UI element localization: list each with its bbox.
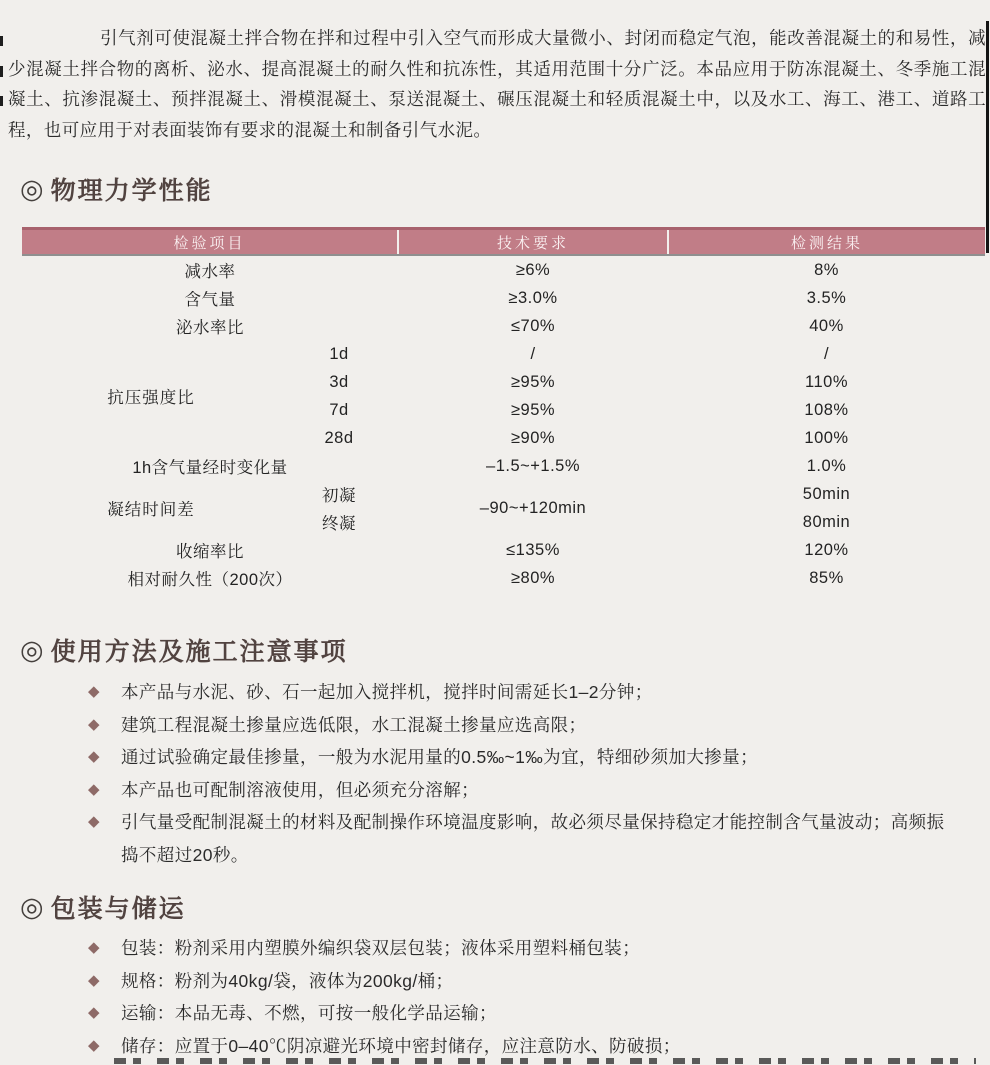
list-item xyxy=(88,709,950,742)
diamond-bullet-icon: ◆ xyxy=(88,748,100,765)
table-row xyxy=(22,340,985,368)
list-item-text: 本产品也可配制溶液使用，但必须充分溶解； xyxy=(121,779,479,800)
result-cell: 108% xyxy=(804,400,849,419)
section-heading-packaging-storage xyxy=(20,889,186,925)
result-cell: 50min xyxy=(802,484,851,503)
table-header-row xyxy=(22,229,985,256)
double-circle-icon: ◎ xyxy=(20,173,46,204)
diamond-bullet-icon: ◆ xyxy=(88,780,100,798)
sub-item-cell: 3d xyxy=(329,372,349,391)
section-heading-label: 包装与储运 xyxy=(50,895,186,923)
requirement-cell: / xyxy=(530,344,536,363)
scan-artifact-speck xyxy=(0,66,3,77)
diamond-bullet-icon: ◆ xyxy=(88,683,100,700)
requirement-cell: ≤70% xyxy=(510,316,556,335)
result-cell: 3.5% xyxy=(806,288,847,307)
physical-properties-table xyxy=(22,227,985,592)
list-item xyxy=(88,741,950,774)
section-heading-physical-properties xyxy=(20,171,213,207)
scan-artifact-right-line xyxy=(986,21,989,253)
item-cell: 收缩率比 xyxy=(176,543,244,561)
item-cell: 减水率 xyxy=(184,263,236,281)
table-row xyxy=(22,564,985,592)
list-item-text: 规格：粉剂为40kg/袋，液体为200kg/桶； xyxy=(121,970,454,991)
list-item-text: 本产品与水泥、砂、石一起加入搅拌机，搅拌时间需延长1–2分钟； xyxy=(121,682,653,702)
list-item-text: 通过试验确定最佳掺量，一般为水泥用量的0.5‰~1‰为宜，特细砂须加大掺量； xyxy=(121,747,758,767)
column-header-inspection-item: 检验项目 xyxy=(22,229,398,256)
diamond-bullet-icon: ◆ xyxy=(88,715,100,733)
list-item-text: 引气量受配制混凝土的材料及配制操作环境温度影响，故必须尽量保持稳定才能控制含气量波动；高频振捣不超过20秒。 xyxy=(121,812,945,865)
item-cell: 相对耐久性（200次） xyxy=(127,571,293,589)
list-item xyxy=(88,806,950,871)
diamond-bullet-icon: ◆ xyxy=(88,939,100,956)
table-row xyxy=(22,312,985,340)
column-header-test-result: 检测结果 xyxy=(668,229,985,256)
sub-item-cell: 初凝 xyxy=(322,487,356,505)
list-item xyxy=(88,965,950,998)
list-item-text: 运输：本品无毒、不燃，可按一般化学品运输； xyxy=(121,1003,497,1023)
result-cell: 80min xyxy=(802,512,851,531)
table-row xyxy=(22,480,985,508)
list-item-text: 储存：应置于0–40℃阴凉避光环境中密封储存，应注意防水、防破损； xyxy=(121,1035,681,1056)
sub-item-cell: 终凝 xyxy=(322,515,356,533)
section-heading-label: 使用方法及施工注意事项 xyxy=(50,638,348,666)
requirement-cell: ≥3.0% xyxy=(508,288,558,307)
requirement-cell: ≥90% xyxy=(510,428,556,447)
item-cell: 泌水率比 xyxy=(176,319,244,337)
diamond-bullet-icon: ◆ xyxy=(88,1036,100,1054)
double-circle-icon: ◎ xyxy=(20,634,46,665)
usage-bullet-list xyxy=(88,676,950,871)
scan-artifact-speck xyxy=(0,36,3,46)
sub-item-cell: 1d xyxy=(329,344,349,363)
result-cell: 8% xyxy=(814,260,839,279)
list-item-text: 包装：粉剂采用内塑膜外编织袋双层包装；液体采用塑料桶包装； xyxy=(121,938,641,958)
diamond-bullet-icon: ◆ xyxy=(88,813,100,830)
table-row xyxy=(22,536,985,564)
sub-item-cell: 7d xyxy=(329,400,349,419)
packaging-bullet-list xyxy=(88,932,950,1062)
result-cell: 85% xyxy=(809,568,844,587)
requirement-cell: ≥95% xyxy=(510,400,556,419)
result-cell: 110% xyxy=(805,372,848,391)
table-row xyxy=(22,284,985,312)
list-item xyxy=(88,676,950,709)
list-item xyxy=(88,997,950,1030)
section-heading-usage-instructions xyxy=(20,632,348,668)
requirement-cell: –90~+120min xyxy=(479,498,587,517)
table-row xyxy=(22,255,985,284)
double-circle-icon: ◎ xyxy=(20,891,46,922)
diamond-bullet-icon: ◆ xyxy=(88,971,100,989)
section-heading-label: 物理力学性能 xyxy=(50,177,213,205)
result-cell: 120% xyxy=(804,540,849,559)
result-cell: 1.0% xyxy=(806,456,847,475)
sub-item-cell: 28d xyxy=(324,428,354,447)
column-header-technical-requirement: 技术要求 xyxy=(398,229,668,256)
requirement-cell: ≥6% xyxy=(515,260,551,279)
list-item-text: 建筑工程混凝土掺量应选低限，水工混凝土掺量应选高限； xyxy=(121,714,587,735)
requirement-cell: –1.5~+1.5% xyxy=(486,456,581,475)
list-item xyxy=(88,774,950,807)
item-cell: 1h含气量经时变化量 xyxy=(132,459,288,477)
requirement-cell: ≥95% xyxy=(510,372,556,391)
scan-artifact-speck xyxy=(0,96,3,106)
item-group-cell: 抗压强度比 xyxy=(107,389,195,407)
requirement-cell: ≤135% xyxy=(506,540,560,559)
result-cell: 100% xyxy=(804,428,849,447)
list-item xyxy=(88,1030,950,1063)
result-cell: / xyxy=(823,344,830,363)
item-group-cell: 凝结时间差 xyxy=(107,501,195,519)
diamond-bullet-icon: ◆ xyxy=(88,1004,100,1021)
list-item xyxy=(88,932,950,965)
table-row xyxy=(22,452,985,480)
intro-paragraph: 引气剂可使混凝土拌合物在拌和过程中引入空气而形成大量微小、封闭而稳定气泡，能改善混凝土的和易性，减少混凝土拌合物的离析、泌水、提高混凝土的耐久性和抗冻性，其适用范围十分广泛。本品应用于防冻混凝土、冬季施工混凝土、抗渗混凝土、预拌混凝土、滑模混凝土、泵送混凝土、碾压混凝土和轻质混凝土中，以及水工、海工、港工、道路工程，也可应用于对表面装饰有要求的混凝土和制备引气水泥。 xyxy=(8,28,986,140)
requirement-cell: ≥80% xyxy=(510,568,556,587)
result-cell: 40% xyxy=(809,316,844,335)
item-cell: 含气量 xyxy=(184,291,236,309)
